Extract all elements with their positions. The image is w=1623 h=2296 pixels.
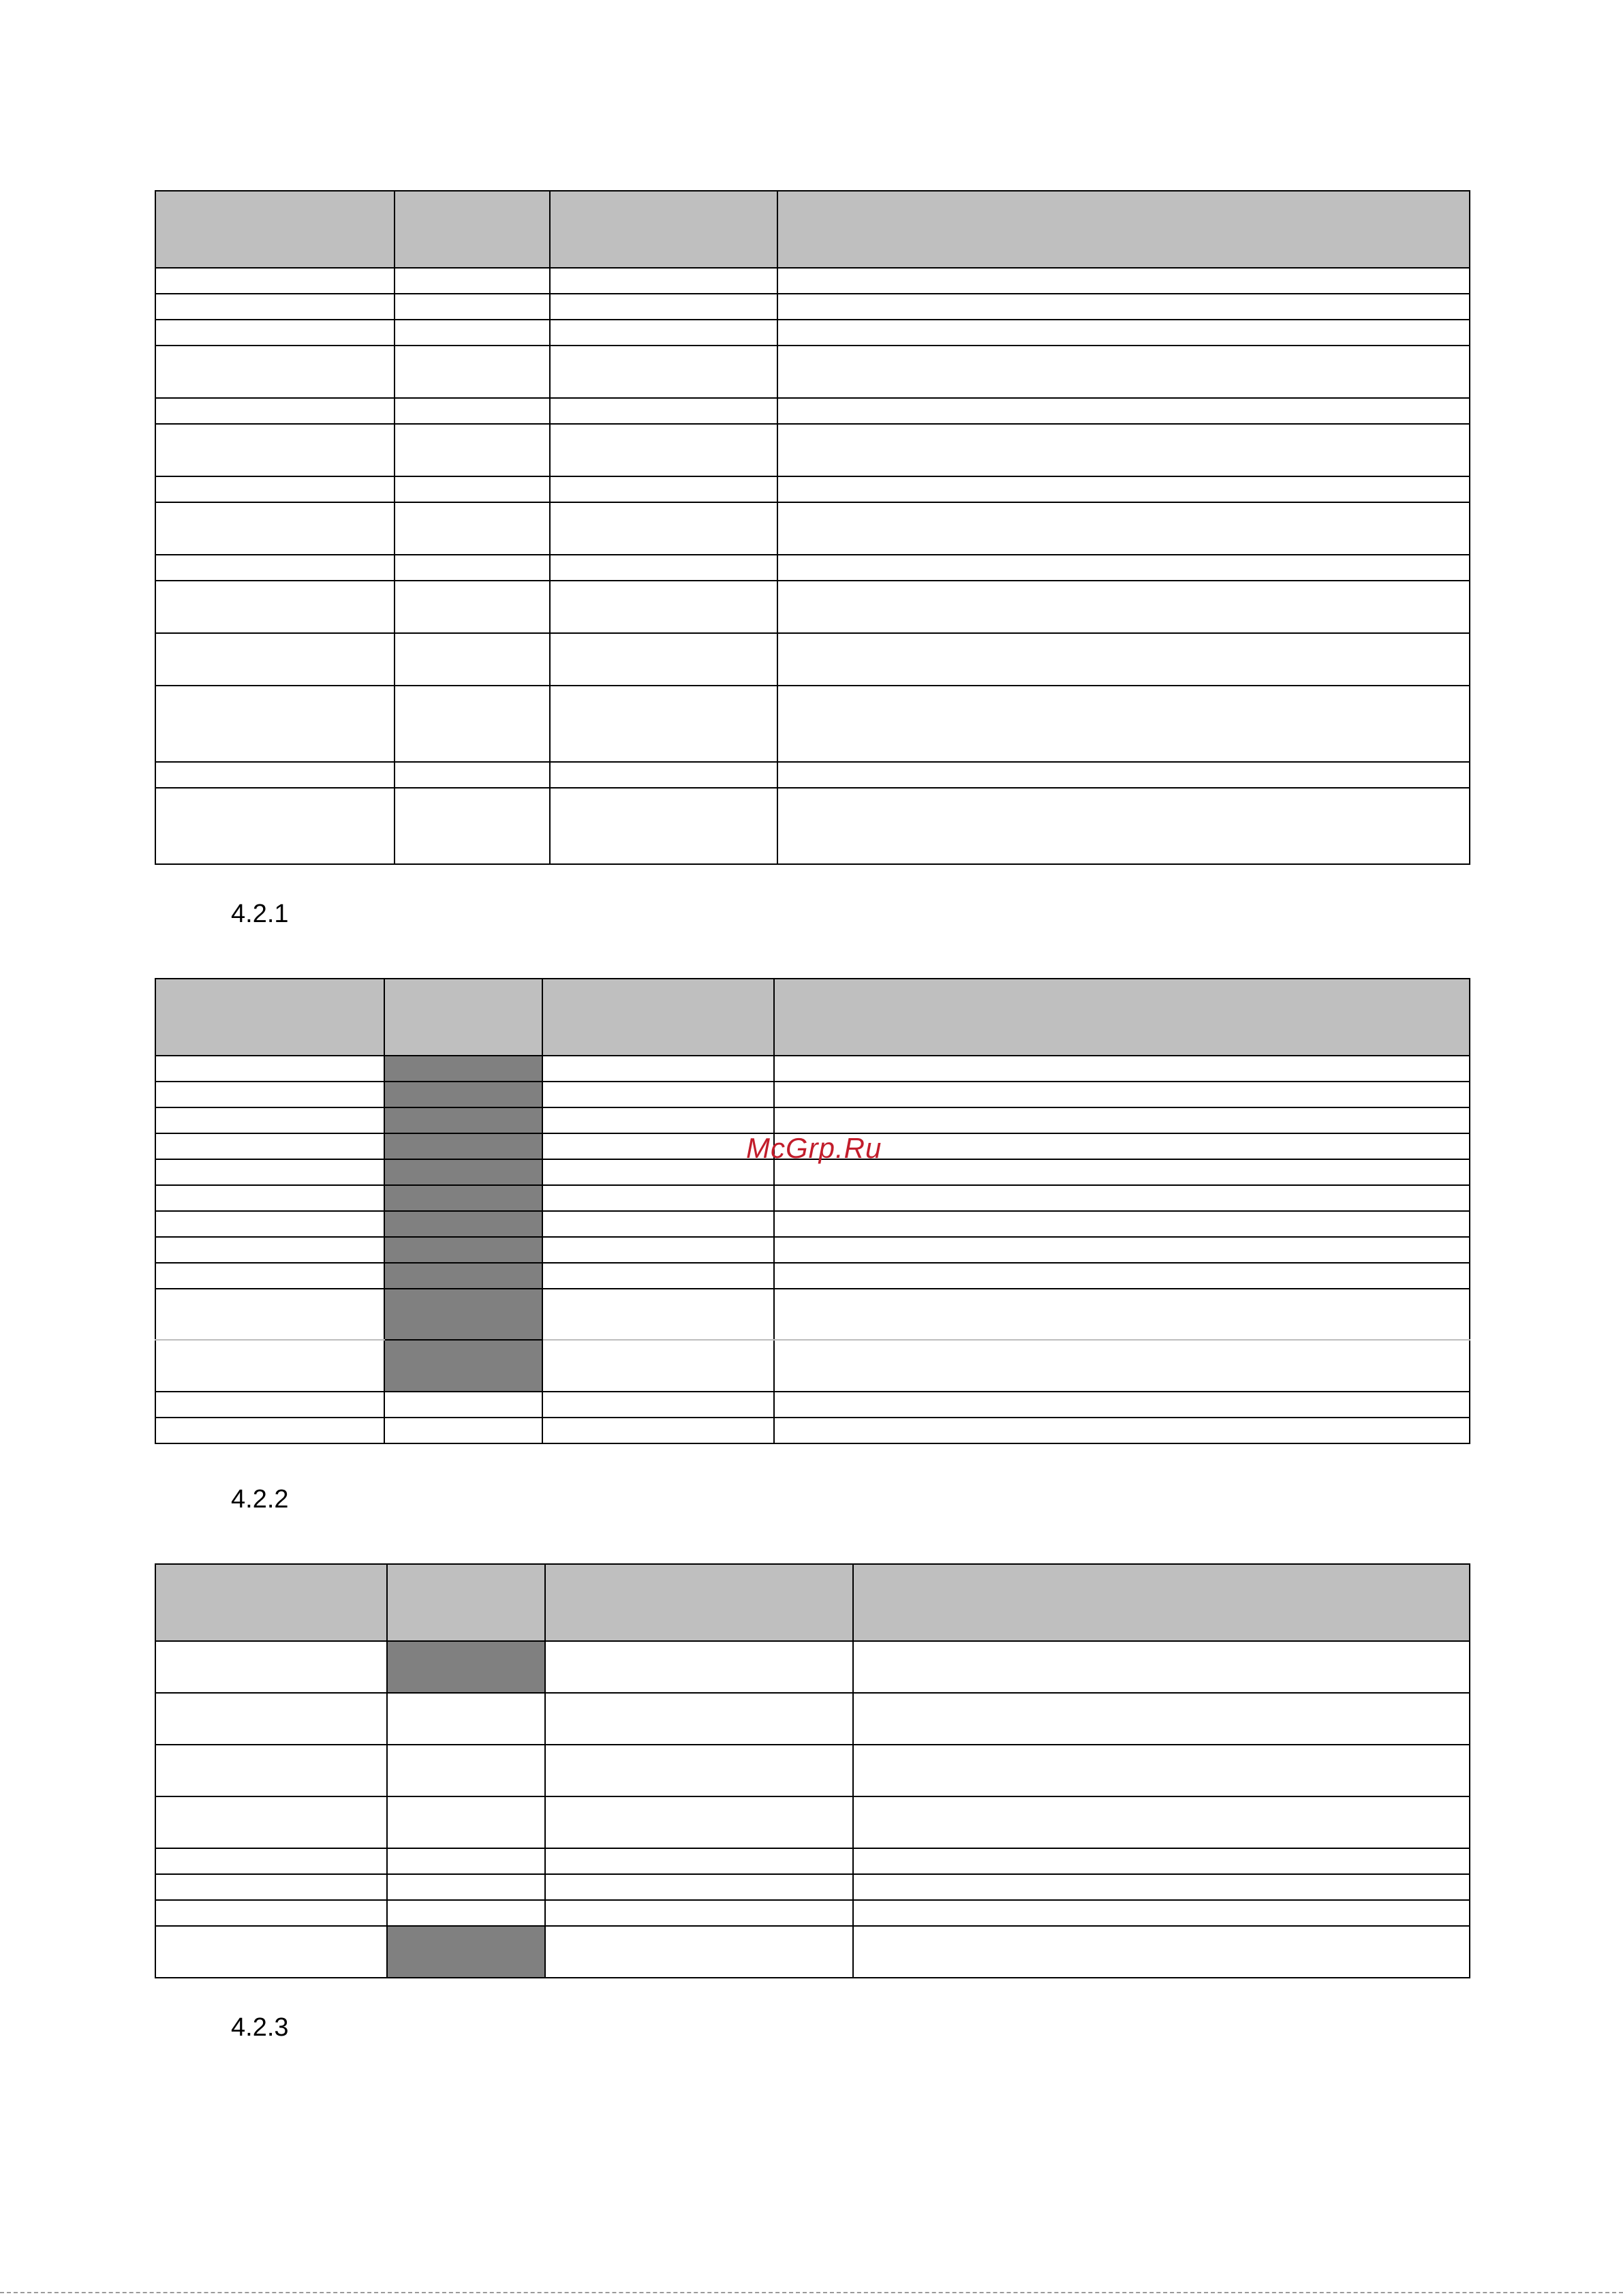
table-cell <box>777 788 1470 864</box>
table-cell <box>774 1340 1470 1392</box>
header-cell <box>550 191 777 268</box>
table-row <box>155 294 1470 320</box>
table-cell <box>542 1392 774 1418</box>
header-cell <box>777 191 1470 268</box>
table-cell <box>155 788 395 864</box>
table-cell <box>853 1641 1470 1693</box>
shaded-cell <box>384 1340 542 1392</box>
table-cell <box>387 1745 545 1796</box>
table-cell <box>395 346 550 398</box>
table-row <box>155 1237 1470 1263</box>
shaded-cell <box>387 1641 545 1693</box>
table-cell <box>387 1796 545 1848</box>
table-cell <box>155 1641 387 1693</box>
table-cell <box>774 1056 1470 1082</box>
header-cell <box>384 979 542 1056</box>
table-cell <box>550 581 777 633</box>
table-cell <box>395 424 550 476</box>
table-cell <box>395 633 550 686</box>
table-cell <box>542 1107 774 1133</box>
table-cell <box>395 398 550 424</box>
table-cell <box>395 788 550 864</box>
table-cell <box>155 398 395 424</box>
header-cell <box>774 979 1470 1056</box>
table-cell <box>155 633 395 686</box>
table-cell <box>550 398 777 424</box>
table-cell <box>550 268 777 294</box>
table-cell <box>155 1263 384 1289</box>
table-cell <box>395 555 550 581</box>
table-row <box>155 1926 1470 1978</box>
table-cell <box>853 1874 1470 1900</box>
table-cell <box>550 633 777 686</box>
table-cell <box>155 346 395 398</box>
table-row <box>155 1392 1470 1418</box>
table-cell <box>395 320 550 346</box>
table-cell <box>155 502 395 555</box>
table-cell <box>155 1796 387 1848</box>
header-cell <box>542 979 774 1056</box>
table-cell <box>155 320 395 346</box>
section-number-4-2-2: 4.2.2 <box>231 1485 289 1514</box>
table-cell <box>550 476 777 502</box>
table-cell <box>545 1900 853 1926</box>
table-cell <box>395 476 550 502</box>
table-row <box>155 1185 1470 1211</box>
table-cell <box>542 1263 774 1289</box>
table-cell <box>777 294 1470 320</box>
table-cell <box>387 1848 545 1874</box>
table-cell <box>155 1392 384 1418</box>
table-cell <box>550 346 777 398</box>
table-cell <box>155 1056 384 1082</box>
table-cell <box>542 1159 774 1185</box>
shaded-cell <box>384 1133 542 1159</box>
table-header-row <box>155 979 1470 1056</box>
table-cell <box>777 633 1470 686</box>
table-cell <box>777 581 1470 633</box>
table-row <box>155 555 1470 581</box>
table-cell <box>155 1159 384 1185</box>
shaded-cell <box>384 1263 542 1289</box>
table-cell <box>777 476 1470 502</box>
table-row <box>155 1263 1470 1289</box>
shaded-cell <box>384 1159 542 1185</box>
table-cell <box>155 1185 384 1211</box>
table-cell <box>545 1745 853 1796</box>
table-cell <box>395 502 550 555</box>
shaded-cell <box>384 1185 542 1211</box>
table-row <box>155 1056 1470 1082</box>
table-cell <box>155 1237 384 1263</box>
table-row <box>155 1848 1470 1874</box>
watermark: McGrp.Ru <box>746 1132 882 1164</box>
table-cell <box>545 1796 853 1848</box>
table-cell <box>777 502 1470 555</box>
table-cell <box>550 320 777 346</box>
table-row <box>155 1107 1470 1133</box>
section-number-4-2-3: 4.2.3 <box>231 2013 289 2042</box>
table-cell <box>155 1418 384 1443</box>
table-cell <box>777 398 1470 424</box>
shaded-cell <box>384 1237 542 1263</box>
shaded-cell <box>384 1289 542 1340</box>
table-cell <box>155 294 395 320</box>
table-cell <box>395 294 550 320</box>
table-1 <box>155 190 1470 865</box>
table-cell <box>777 555 1470 581</box>
table-cell <box>550 502 777 555</box>
table-cell <box>155 1848 387 1874</box>
table-row <box>155 1211 1470 1237</box>
table-row <box>155 1289 1470 1340</box>
table-cell <box>395 686 550 762</box>
table-cell <box>387 1693 545 1745</box>
table-cell <box>545 1874 853 1900</box>
header-cell <box>155 191 395 268</box>
table-row <box>155 1340 1470 1392</box>
table-cell <box>542 1237 774 1263</box>
page-bottom-rule <box>0 2292 1623 2293</box>
table-cell <box>155 581 395 633</box>
section-number-4-2-1: 4.2.1 <box>231 900 289 928</box>
table-row <box>155 398 1470 424</box>
table-row <box>155 424 1470 476</box>
table-row <box>155 1900 1470 1926</box>
table-row <box>155 581 1470 633</box>
table-cell <box>155 1926 387 1978</box>
table-cell <box>774 1289 1470 1340</box>
table-row <box>155 1418 1470 1443</box>
table-row <box>155 476 1470 502</box>
table-cell <box>853 1796 1470 1848</box>
table-cell <box>774 1237 1470 1263</box>
table-cell <box>774 1185 1470 1211</box>
table-cell <box>395 762 550 788</box>
table-cell <box>777 268 1470 294</box>
table-cell <box>155 1133 384 1159</box>
table-row <box>155 788 1470 864</box>
table-cell <box>542 1082 774 1107</box>
table-cell <box>155 1745 387 1796</box>
table-cell <box>542 1133 774 1159</box>
table-cell <box>774 1392 1470 1418</box>
table-row <box>155 1796 1470 1848</box>
table-row <box>155 686 1470 762</box>
table-cell <box>853 1848 1470 1874</box>
table-cell <box>542 1185 774 1211</box>
table-cell <box>155 1289 384 1340</box>
table-cell <box>774 1418 1470 1443</box>
table-cell <box>155 476 395 502</box>
table-row <box>155 268 1470 294</box>
table-row <box>155 346 1470 398</box>
table-row <box>155 320 1470 346</box>
header-cell <box>155 1564 387 1641</box>
table-cell <box>155 1693 387 1745</box>
table-cell <box>550 762 777 788</box>
table-cell <box>387 1874 545 1900</box>
table-cell <box>542 1289 774 1340</box>
table-row <box>155 502 1470 555</box>
table-cell <box>853 1926 1470 1978</box>
table-cell <box>774 1211 1470 1237</box>
table-cell <box>545 1693 853 1745</box>
table-cell <box>155 1107 384 1133</box>
table-cell <box>395 268 550 294</box>
shaded-cell <box>384 1056 542 1082</box>
table-cell <box>395 581 550 633</box>
table-cell <box>155 1211 384 1237</box>
table-row <box>155 1693 1470 1745</box>
header-cell <box>545 1564 853 1641</box>
table-cell <box>542 1056 774 1082</box>
table-cell <box>550 555 777 581</box>
header-cell <box>155 979 384 1056</box>
table-3 <box>155 1563 1470 1978</box>
table-2 <box>155 978 1470 1444</box>
table-cell <box>550 294 777 320</box>
table-cell <box>550 424 777 476</box>
shaded-cell <box>384 1107 542 1133</box>
table-cell <box>155 762 395 788</box>
header-cell <box>387 1564 545 1641</box>
table-cell <box>155 686 395 762</box>
table-cell <box>155 1340 384 1392</box>
table-cell <box>774 1107 1470 1133</box>
table-cell <box>542 1340 774 1392</box>
table-row <box>155 1745 1470 1796</box>
table-cell <box>777 346 1470 398</box>
table-cell <box>853 1745 1470 1796</box>
table-cell <box>542 1418 774 1443</box>
table-row <box>155 633 1470 686</box>
table-cell <box>774 1082 1470 1107</box>
table-cell <box>387 1900 545 1926</box>
table-cell <box>853 1900 1470 1926</box>
table-header-row <box>155 191 1470 268</box>
table-cell <box>550 686 777 762</box>
table-cell <box>774 1263 1470 1289</box>
table-cell <box>155 268 395 294</box>
table-cell <box>545 1848 853 1874</box>
table-cell <box>777 762 1470 788</box>
shaded-cell <box>384 1211 542 1237</box>
table-cell <box>155 424 395 476</box>
table-cell <box>545 1926 853 1978</box>
table-cell <box>545 1641 853 1693</box>
table-row <box>155 1641 1470 1693</box>
table-cell <box>777 686 1470 762</box>
table-cell <box>384 1392 542 1418</box>
shaded-cell <box>384 1082 542 1107</box>
table-cell <box>550 788 777 864</box>
table-cell <box>777 424 1470 476</box>
table-cell <box>777 320 1470 346</box>
table-cell <box>853 1693 1470 1745</box>
header-cell <box>853 1564 1470 1641</box>
table-cell <box>155 1874 387 1900</box>
table-cell <box>155 555 395 581</box>
table-row <box>155 1874 1470 1900</box>
table-cell <box>542 1211 774 1237</box>
shaded-cell <box>387 1926 545 1978</box>
table-row <box>155 1082 1470 1107</box>
table-cell <box>384 1418 542 1443</box>
table-cell <box>155 1900 387 1926</box>
table-row <box>155 762 1470 788</box>
table-header-row <box>155 1564 1470 1641</box>
table-cell <box>155 1082 384 1107</box>
header-cell <box>395 191 550 268</box>
